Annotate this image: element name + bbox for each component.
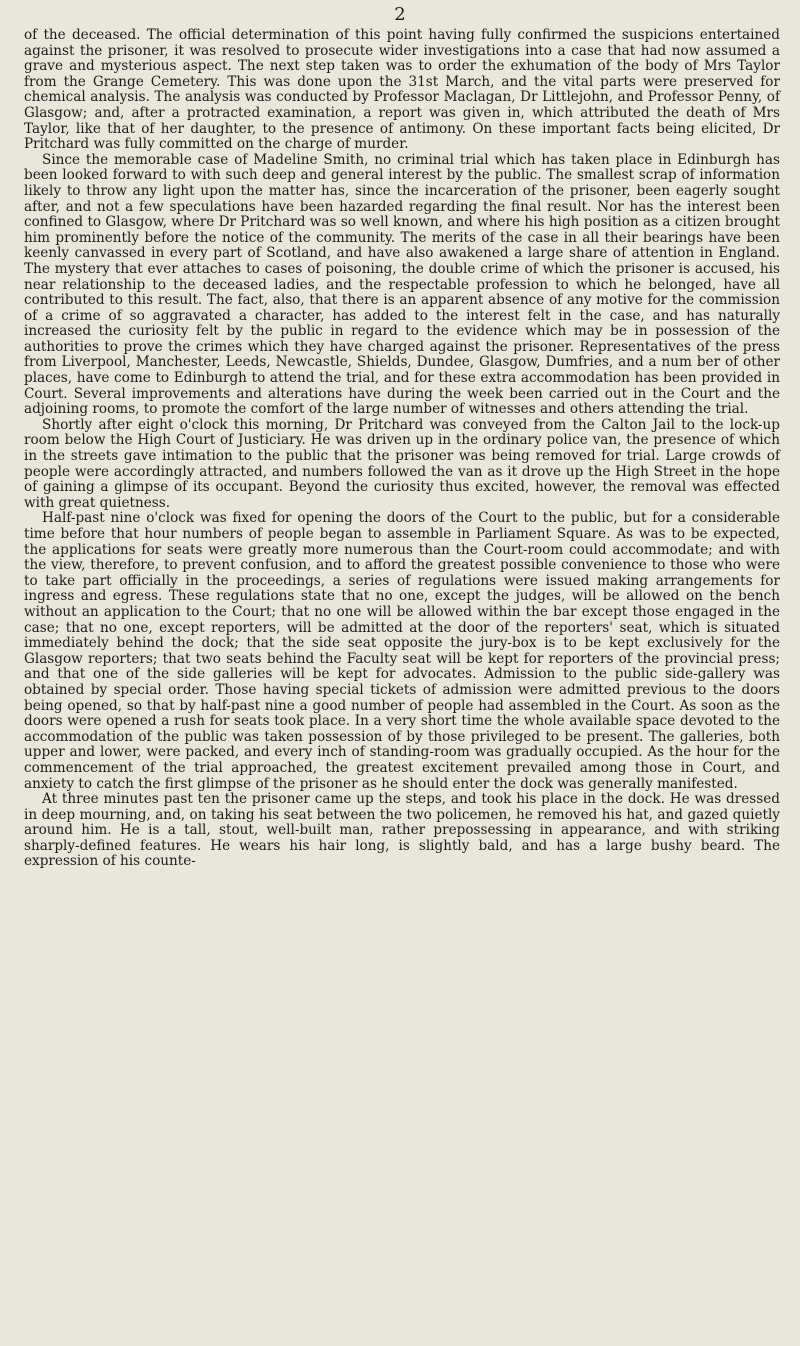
paragraph-public-interest: Since the memorable case of Madeline Smith, no criminal trial which has taken place in Edinburgh has been looked forward to with such deep and general interest by the public. The smallest scrap of information likely to throw any light upon the matter has, since the incarceration of the prisoner, been eagerly sought after, and not a few speculations have been hazarded regarding the final result. Nor has the interest been confined to Glasgow, where Dr Pritchard was so well known, and where his high position as a citizen brought him prominently before the notice of the community. The merits of the case in all their bearings have been keenly canvassed in every part of Scotland, and have also awakened a large share of attention in England. The mystery that ever attaches to cases of poisoning, the double crime of which the prisoner is accused, his near relationship to the deceased ladies, and the respectable profession to which he belonged, have all contributed to this result. The fact, also, that there is an apparent absence of any motive for the commission of a crime of so aggravated a character, has added to the interest felt in the case, and has naturally increased the curiosity felt by the public in regard to the evidence which may be in possession of the authorities to prove the crimes which they have charged against the prisoner. Representatives of the press from Liverpool, Manchester, Leeds, Newcastle, Shields, Dundee, Glasgow, Dumfries, and a num ber of other places, have come to Edinburgh to attend the trial, and for these extra accommodation has been provided in Court. Several improvements and alterations have during the week been carried out in the Court and the adjoining rooms, to promote the comfort of the large number of witnesses and others attending the trial. bbox=[24, 151, 780, 418]
page-number: 2 bbox=[394, 4, 406, 25]
paragraph-prisoner-appearance: At three minutes past ten the prisoner came up the steps, and took his place in the dock. He was dressed in deep mourning, and, on taking his seat between the two policemen, he removed his hat, and gazed quietly around him. He is a tall, stout, well-built man, rather prepossessing in appearance, and with striking sharply-defined features. He wears his hair long, is slightly bald, and has a large bushy beard. The expression of his counte- bbox=[24, 791, 780, 870]
article-body bbox=[24, 28, 780, 870]
paragraph-prisoner-conveyed: Shortly after eight o'clock this morning, Dr Pritchard was conveyed from the Calton Jail to the lock-up room below the High Court of Justiciary. He was driven up in the ordinary police van, the presence of which in the streets gave intimation to the public that the prisoner was being removed for trial. Large crowds of people were accordingly attracted, and numbers followed the van as it drove up the High Street in the hope of gaining a glimpse of its occupant. Beyond the curiosity thus excited, however, the removal was effected with great quietness. bbox=[24, 416, 780, 511]
paragraph-exhumation: of the deceased. The official determination of this point having fully confirmed the suspicions entertained against the prisoner, it was resolved to prosecute wider investigations into a case that had now assumed a grave and mysterious aspect. The next step taken was to order the exhumation of the body of Mrs Taylor from the Grange Cemetery. This was done upon the 31st March, and the vital parts were preserved for chemical analysis. The analysis was conducted by Professor Maclagan, Dr Littlejohn, and Professor Penny, of Glasgow; and, after a protracted examination, a report was given in, which attributed the death of Mrs Taylor, like that of her daughter, to the presence of antimony. On these important facts being elicited, Dr Pritchard was fully committed on the charge of murder. bbox=[24, 27, 780, 153]
paragraph-court-regulations: Half-past nine o'clock was fixed for opening the doors of the Court to the public, but for a considerable time before that hour numbers of people began to assemble in Parliament Square. As was to be expected, the applications for seats were greatly more numerous than the Court-room could accommodate; and with the view, therefore, to prevent confusion, and to afford the greatest possible convenience to those who were to take part officially in the proceedings, a series of regulations were issued making arrangements for ingress and egress. These regulations state that no one, except the judges, will be allowed on the bench without an application to the Court; that no one will be allowed within the bar except those engaged in the case; that no one, except reporters, will be admitted at the door of the reporters' seat, which is situated immediately behind the dock; that the side seat opposite the jury-box is to be kept exclusively for the Glasgow reporters; that two seats behind the Faculty seat will be kept for reporters of the provincial press; and that one of the side galleries will be kept for advocates. Admission to the public side-gallery was obtained by special order. Those having special tickets of admission were admitted previous to the doors being opened, so that by half-past nine a good number of people had assembled in the Court. As soon as the doors were opened a rush for seats took place. In a very short time the whole available space devoted to the accommodation of the public was taken possession of by those privileged to be present. The galleries, both upper and lower, were packed, and every inch of standing-room was gradually occupied. As the hour for the commencement of the trial approached, the greatest excitement prevailed among those in Court, and anxiety to catch the first glimpse of the prisoner as he should enter the dock was generally manifested. bbox=[24, 510, 780, 792]
